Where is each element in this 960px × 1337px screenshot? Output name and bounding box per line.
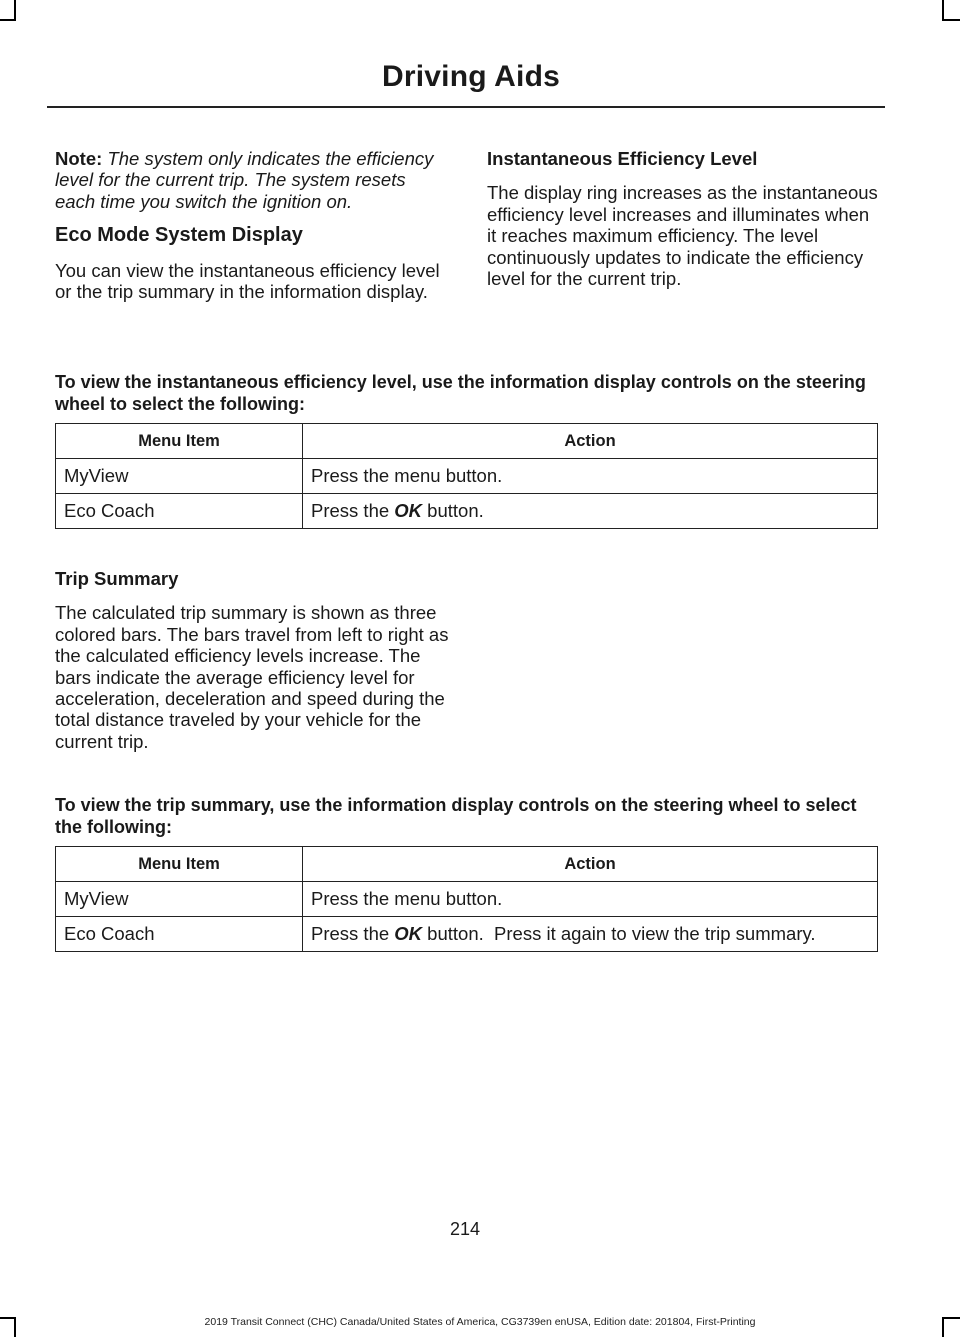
- right-column: [487, 148, 882, 289]
- ok-button-label: OK: [394, 500, 423, 521]
- menu-table-instantaneous: [55, 423, 878, 529]
- column-header-action: Action: [303, 424, 878, 459]
- crop-mark: [0, 19, 16, 21]
- section-heading-instantaneous: Instantaneous Efficiency Level: [487, 148, 758, 169]
- table-row: [56, 494, 878, 529]
- section-heading-eco-mode: Eco Mode System Display: [55, 224, 303, 247]
- trip-summary-body: The calculated trip summary is shown as three colored bars. The bars travel from left to right as the calculated efficiency levels increase. The bars indicate the average efficiency level for acceleration, deceleration and speed during the total distance traveled by your vehicle for the current trip.: [55, 602, 449, 752]
- action-text: button. Press it again to view the trip summary.: [422, 923, 816, 944]
- menu-table-trip-summary: [55, 846, 878, 952]
- note-paragraph: [55, 148, 450, 212]
- instruction-instantaneous: To view the instantaneous efficiency level, use the information display controls on the steering wheel to select the following:: [55, 372, 866, 414]
- crop-mark: [942, 19, 960, 21]
- action-cell: Press the menu button.: [303, 882, 878, 917]
- column-header-menu-item: Menu Item: [56, 424, 303, 459]
- column-header-action: Action: [303, 847, 878, 882]
- left-column: [55, 148, 450, 302]
- crop-mark: [942, 0, 944, 20]
- footer-edition-info: 2019 Transit Connect (CHC) Canada/United States of America, CG3739en enUSA, Edition date: 201804, First-Printing: [204, 1316, 756, 1328]
- page-title: Driving Aids: [382, 60, 560, 93]
- menu-item-cell: MyView: [56, 882, 303, 917]
- page-number: 214: [449, 1219, 481, 1239]
- action-text: button.: [422, 500, 484, 521]
- trip-summary-section: [55, 568, 455, 752]
- instruction-trip-summary: To view the trip summary, use the information display controls on the steering wheel to select the following:: [55, 795, 857, 837]
- note-label: Note:: [55, 148, 103, 169]
- menu-item-cell: MyView: [56, 459, 303, 494]
- action-cell: [303, 494, 878, 529]
- action-cell: Press the menu button.: [303, 459, 878, 494]
- action-cell: [303, 917, 878, 952]
- ok-button-label: OK: [394, 923, 423, 944]
- note-text: The system only indicates the efficiency level for the current trip. The system resets each time you switch the ignition on.: [55, 148, 434, 212]
- table-row: [56, 882, 878, 917]
- instantaneous-body: The display ring increases as the instantaneous efficiency level increases and illuminates when it reaches maximum efficiency. The level continuously updates to indicate the efficiency level for the current trip.: [487, 182, 878, 290]
- header-divider: [47, 106, 885, 108]
- section-heading-trip-summary: Trip Summary: [55, 568, 179, 589]
- action-text: Press the: [311, 923, 395, 944]
- column-header-menu-item: Menu Item: [56, 847, 303, 882]
- action-text: Press the: [311, 500, 395, 521]
- eco-mode-body: You can view the instantaneous efficiency level or the trip summary in the information display.: [55, 259, 440, 303]
- table-header-row: [56, 847, 878, 882]
- menu-item-cell: Eco Coach: [56, 917, 303, 952]
- table-header-row: [56, 424, 878, 459]
- menu-item-cell: Eco Coach: [56, 494, 303, 529]
- crop-mark: [14, 0, 16, 20]
- table-row: [56, 459, 878, 494]
- table-row: [56, 917, 878, 952]
